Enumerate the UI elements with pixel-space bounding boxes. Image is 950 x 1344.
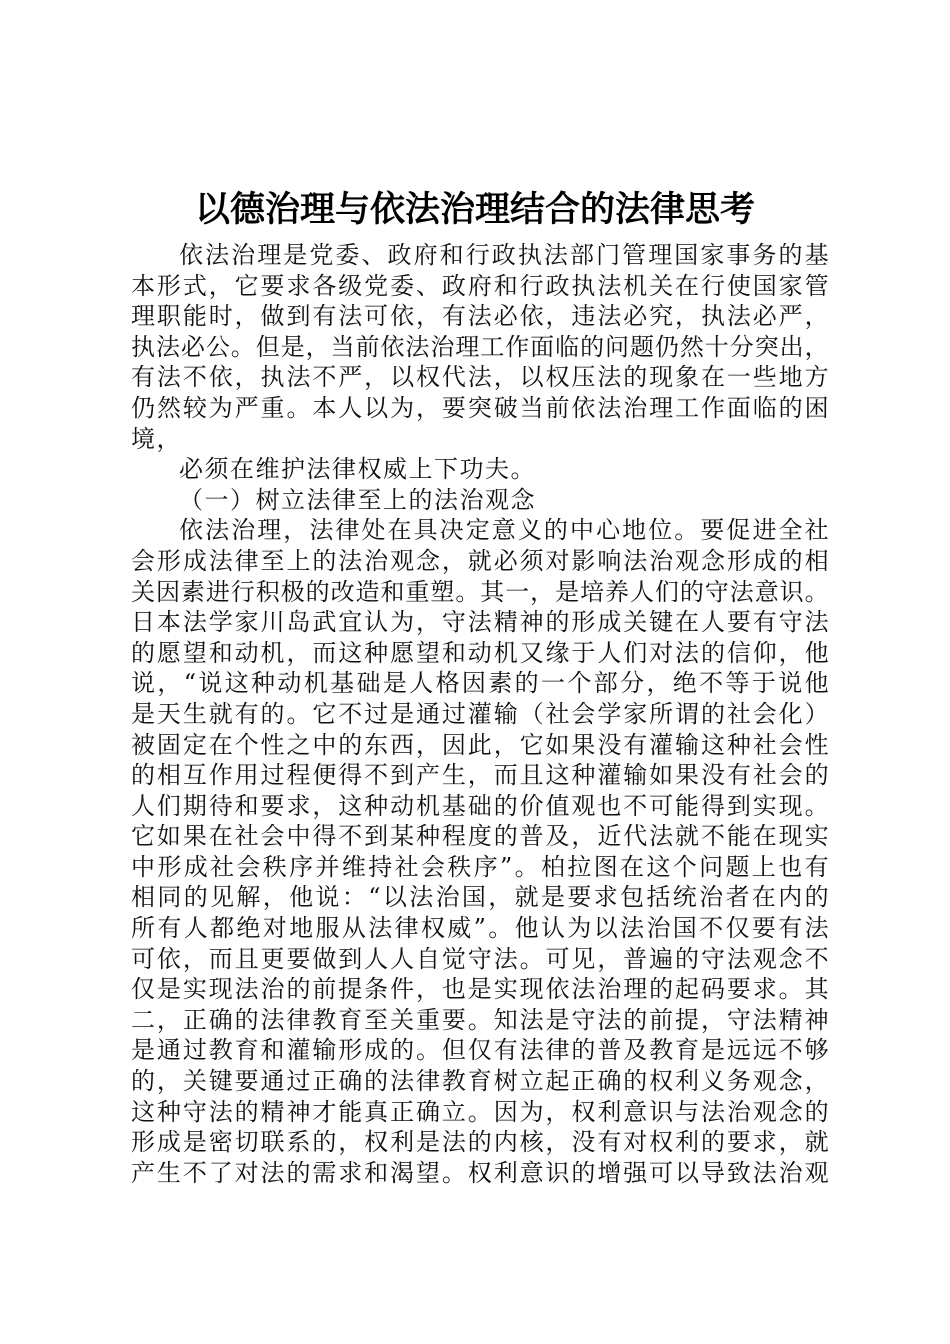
text-line: 是通过教育和灌输形成的。但仅有法律的普及教育是远远不够 [131,1036,829,1065]
text-line: 关因素进行积极的改造和重塑。其一，是培养人们的守法意识。 [131,577,829,606]
text-line: 是天生就有的。它不过是通过灌输（社会学家所谓的社会化） [131,699,829,728]
text-line: 二，正确的法律教育至关重要。知法是守法的前提，守法精神 [131,1005,829,1034]
text-line: 本形式，它要求各级党委、政府和行政执法机关在行使国家管 [131,271,829,300]
text-line: 的相互作用过程便得不到产生，而且这种灌输如果没有社会的 [131,761,829,790]
text-line: 人们期待和要求，这种动机基础的价值观也不可能得到实现。 [131,791,829,820]
text-line: 所有人都绝对地服从法律权威”。他认为以法治国不仅要有法 [131,914,829,943]
text-line: 会形成法律至上的法治观念，就必须对影响法治观念形成的相 [131,546,829,575]
text-line: 可依，而且更要做到人人自觉守法。可见，普遍的守法观念不 [131,944,829,973]
document-title: 以德治理与依法治理结合的法律思考 [194,190,755,230]
text-line: 形成是密切联系的，权利是法的内核，没有对权利的要求，就 [131,1128,829,1157]
text-line: 依法治理，法律处在具决定意义的中心地位。要促进全社 [179,516,829,545]
text-line: 产生不了对法的需求和渴望。权利意识的增强可以导致法治观 [131,1158,829,1187]
text-line: 境， [131,424,182,453]
text-line: 仍然较为严重。本人以为，要突破当前依法治理工作面临的困 [131,393,829,422]
text-line: 相同的见解，他说：“以法治国，就是要求包括统治者在内的 [131,883,829,912]
text-line: 依法治理是党委、政府和行政执法部门管理国家事务的基 [179,241,829,269]
text-line: 的愿望和动机，而这种愿望和动机又缘于人们对法的信仰，他 [131,638,829,667]
text-line: 这种守法的精神才能真正确立。因为，权利意识与法治观念的 [131,1097,829,1126]
text-line: 被固定在个性之中的东西，因此，它如果没有灌输这种社会性 [131,730,829,759]
text-line: 中形成社会秩序并维持社会秩序”。柏拉图在这个问题上也有 [131,852,829,881]
text-line: 必须在维护法律权威上下功夫。 [179,455,536,484]
text-line: 执法必公。但是，当前依法治理工作面临的问题仍然十分突出， [131,332,829,361]
text-line: 它如果在社会中得不到某种程度的普及，近代法就不能在现实 [131,822,829,851]
text-line: 有法不依，执法不严，以权代法，以权压法的现象在一些地方 [131,363,829,392]
text-line: 理职能时，做到有法可依，有法必依，违法必究，执法必严， [131,302,829,331]
text-line: （一）树立法律至上的法治观念 [179,485,536,514]
text-line: 日本法学家川岛武宜认为，守法精神的形成关键在人要有守法 [131,608,829,637]
text-line: 的，关键要通过正确的法律教育树立起正确的权利义务观念， [131,1067,829,1096]
text-line: 说，“说这种动机基础是人格因素的一个部分，绝不等于说他 [131,669,829,698]
document-body [131,240,829,1188]
text-line: 仅是实现法治的前提条件，也是实现依法治理的起码要求。其 [131,975,829,1004]
